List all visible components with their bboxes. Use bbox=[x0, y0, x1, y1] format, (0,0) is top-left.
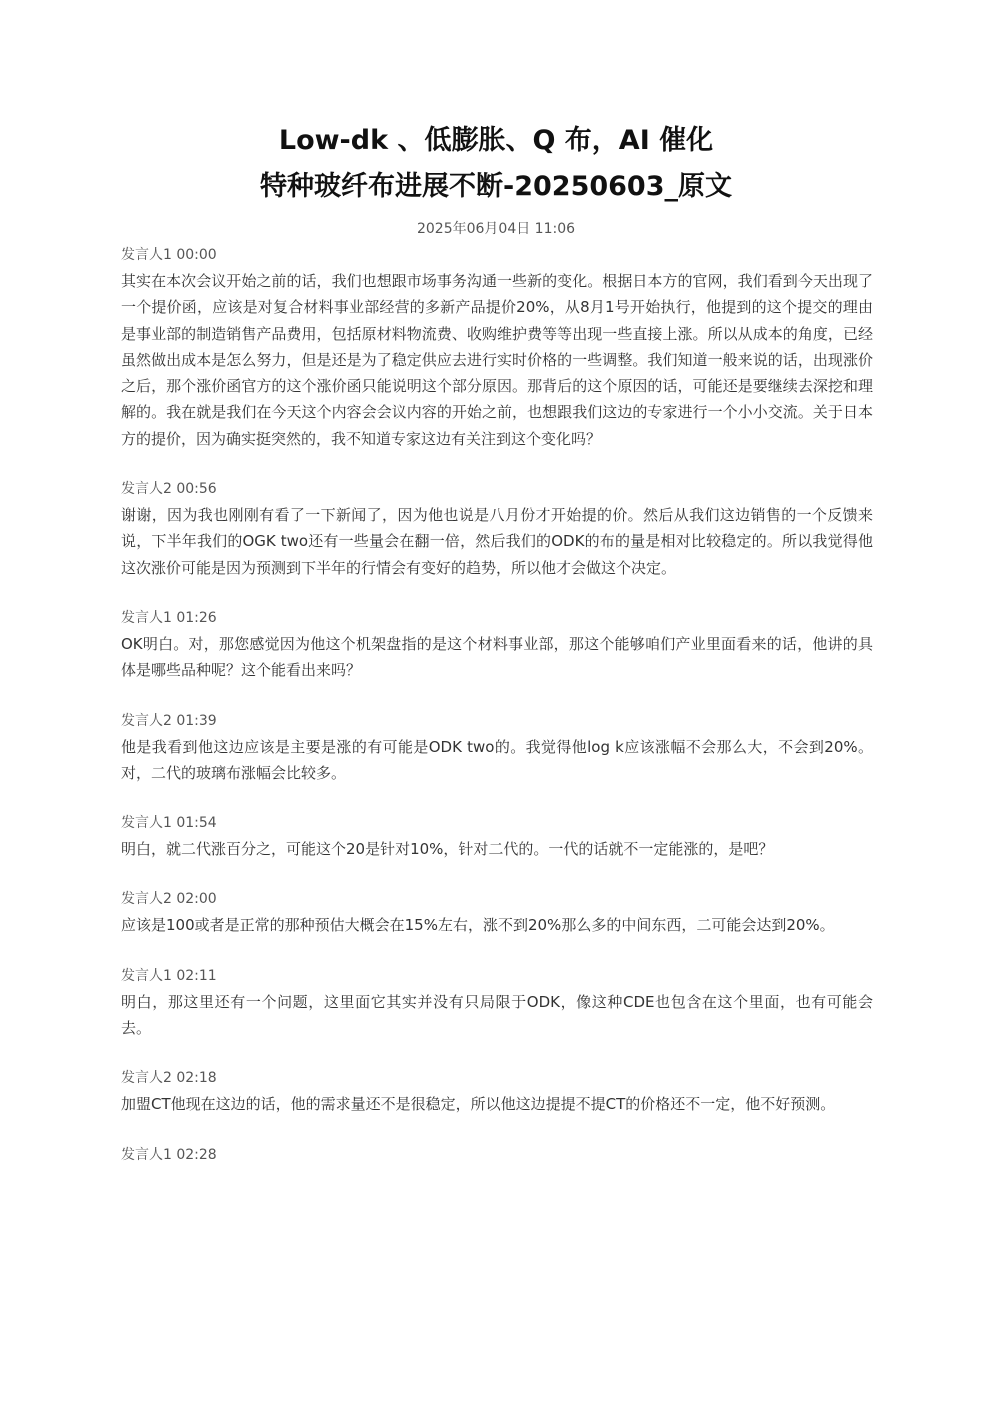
utterance-text: 谢谢，因为我也刚刚有看了一下新闻了，因为他也说是八月份才开始提的价。然后从我们这边销售的一个反馈来说，下半年我们的OGK two还有一些量会在翻一倍，然后我们的ODK的布的量是相对比较稳定的。所以我觉得他这次涨价可能是因为预测到下半年的行情会有变好的趋势，所以他才会做这个决定。 bbox=[121, 506, 873, 577]
transcript bbox=[121, 244, 873, 1192]
speaker-timestamp: 发言人1 01:26 bbox=[121, 609, 217, 626]
utterance-text: 应该是100或者是正常的那种预估大概会在15%左右，涨不到20%那么多的中间东西，二可能会达到20%。 bbox=[121, 916, 835, 935]
speaker-timestamp: 发言人2 00:56 bbox=[121, 481, 217, 498]
speaker-timestamp: 发言人1 00:00 bbox=[121, 247, 217, 263]
transcript-entry bbox=[121, 710, 873, 787]
transcript-entry bbox=[121, 965, 873, 1042]
speaker-timestamp: 发言人2 02:00 bbox=[121, 891, 217, 908]
utterance-text: 明白，那这里还有一个问题，这里面它其实并没有只局限于ODK，像这种CDE也包含在这个里面，也有可能会去。 bbox=[121, 992, 873, 1038]
transcript-entry bbox=[121, 1067, 873, 1117]
transcript-entry bbox=[121, 478, 873, 581]
document-title-line-2: 特种玻纤布进展不断-20250603_原文 bbox=[260, 171, 732, 202]
speaker-timestamp: 发言人2 01:39 bbox=[121, 712, 217, 729]
speaker-timestamp: 发言人2 02:18 bbox=[121, 1070, 217, 1087]
transcript-entry bbox=[121, 888, 873, 938]
speaker-timestamp: 发言人1 02:11 bbox=[121, 967, 217, 984]
document-datetime: 2025年06月04日 11:06 bbox=[416, 221, 576, 237]
transcript-entry bbox=[121, 1144, 873, 1166]
utterance-text: 明白，就二代涨百分之，可能这个20是针对10%，针对二代的。一代的话就不一定能涨的，是吧？ bbox=[121, 840, 774, 859]
transcript-entry bbox=[121, 812, 873, 862]
utterance-text: 其实在本次会议开始之前的话，我们也想跟市场事务沟通一些新的变化。根据日本方的官网，我们看到今天出现了一个提价函，应该是对复合材料事业部经营的多新产品提价20%，从8月1号开始执行，他提到的这个提交的理由是事业部的制造销售产品费用，包括原材料物流费、收购维护费等等出现一些直接上涨。所以从成本的角度，已经虽然做出成本是怎么努力，但是还是为了稳定供应去进行实时价格的一些调整。我们知道一般来说的话，出现涨价之后，那个涨价函官方的这个涨价函只能说明这个部分原因。那背后的这个原因的话，可能还是要继续去深挖和理解的。我在就是我们在今天这个内容会会议内容的开始之前，也想跟我们这边的专家进行一个小小交流。关于日本方的提价，因为确实挺突然的，我不知道专家这边有关注到这个变化吗？ bbox=[121, 272, 873, 448]
document-title-line-1: Low-dk 、低膨胀、Q 布，AI 催化 bbox=[278, 125, 714, 156]
utterance-text: 加盟CT他现在这边的话，他的需求量还不是很稳定，所以他这边提提不提CT的价格还不一定，他不好预测。 bbox=[121, 1095, 836, 1114]
utterance-text: OK明白。对，那您感觉因为他这个机架盘指的是这个材料事业部，那这个能够咱们产业里面看来的话，他讲的具体是哪些品种呢？这个能看出来吗？ bbox=[121, 634, 873, 680]
utterance-text: 他是我看到他这边应该是主要是涨的有可能是ODK two的。我觉得他log k应该涨幅不会那么大，不会到20%。对，二代的玻璃布涨幅会比较多。 bbox=[121, 737, 873, 782]
speaker-timestamp: 发言人1 01:54 bbox=[121, 815, 217, 832]
speaker-timestamp: 发言人1 02:28 bbox=[121, 1146, 217, 1163]
transcript-entry bbox=[121, 244, 873, 452]
transcript-entry bbox=[121, 607, 873, 684]
